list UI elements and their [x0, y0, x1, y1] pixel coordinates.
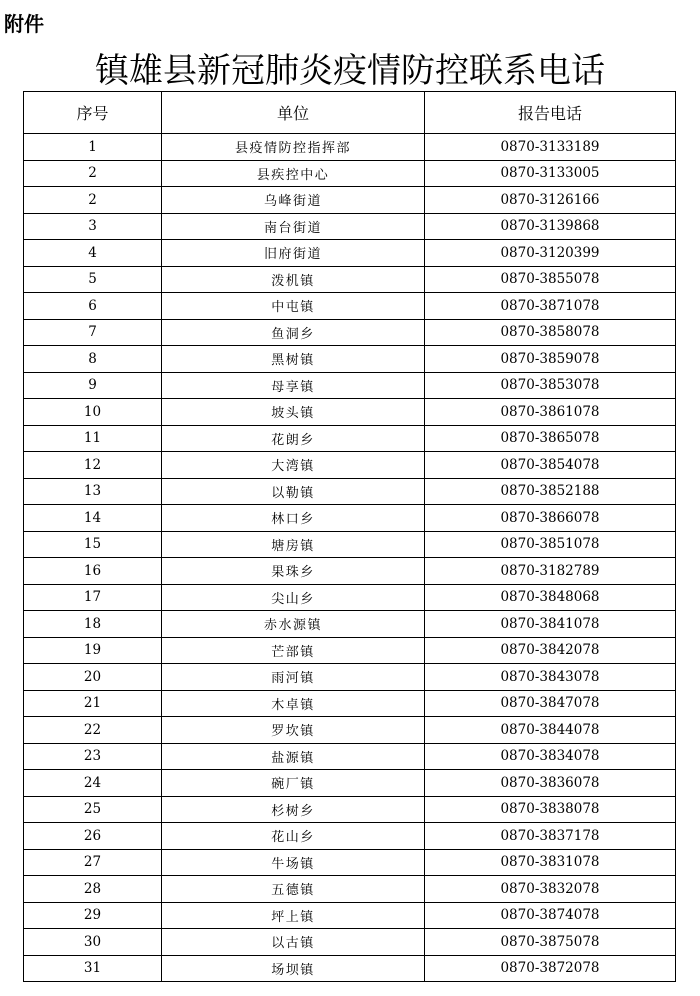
table-row	[24, 876, 676, 903]
unit-name-cell: 果珠乡	[162, 558, 425, 585]
table-row	[24, 346, 676, 373]
table-body	[24, 134, 676, 982]
row-number-cell: 24	[24, 770, 162, 797]
row-number-cell: 27	[24, 849, 162, 876]
unit-name-cell: 芒部镇	[162, 637, 425, 664]
row-number-cell: 30	[24, 929, 162, 956]
table-row	[24, 770, 676, 797]
unit-name-cell: 木卓镇	[162, 690, 425, 717]
phone-number-cell: 0870-3853078	[425, 372, 676, 399]
table-row	[24, 478, 676, 505]
unit-name-cell: 盐源镇	[162, 743, 425, 770]
unit-name-cell: 尖山乡	[162, 584, 425, 611]
phone-number-cell: 0870-3859078	[425, 346, 676, 373]
row-number-cell: 8	[24, 346, 162, 373]
row-number-cell: 10	[24, 399, 162, 426]
phone-number-cell: 0870-3842078	[425, 637, 676, 664]
table-row	[24, 293, 676, 320]
unit-name-cell: 碗厂镇	[162, 770, 425, 797]
phone-number-cell: 0870-3851078	[425, 531, 676, 558]
unit-name-cell: 杉树乡	[162, 796, 425, 823]
unit-name-cell: 花朗乡	[162, 425, 425, 452]
phone-number-cell: 0870-3861078	[425, 399, 676, 426]
row-number-cell: 26	[24, 823, 162, 850]
table-row	[24, 558, 676, 585]
phone-number-cell: 0870-3855078	[425, 266, 676, 293]
row-number-cell: 3	[24, 213, 162, 240]
unit-name-cell: 坡头镇	[162, 399, 425, 426]
table-row	[24, 796, 676, 823]
phone-number-cell: 0870-3848068	[425, 584, 676, 611]
column-header-number: 序号	[24, 92, 162, 134]
row-number-cell: 31	[24, 955, 162, 982]
table-row	[24, 611, 676, 638]
phone-number-cell: 0870-3865078	[425, 425, 676, 452]
attachment-label: 附件	[4, 12, 44, 36]
phone-number-cell: 0870-3831078	[425, 849, 676, 876]
phone-number-cell: 0870-3182789	[425, 558, 676, 585]
table-row	[24, 929, 676, 956]
row-number-cell: 28	[24, 876, 162, 903]
unit-name-cell: 泼机镇	[162, 266, 425, 293]
row-number-cell: 9	[24, 372, 162, 399]
table-row	[24, 240, 676, 267]
row-number-cell: 17	[24, 584, 162, 611]
row-number-cell: 21	[24, 690, 162, 717]
table-row	[24, 690, 676, 717]
table-header	[24, 92, 676, 134]
unit-name-cell: 罗坎镇	[162, 717, 425, 744]
phone-number-cell: 0870-3838078	[425, 796, 676, 823]
unit-name-cell: 县疾控中心	[162, 160, 425, 187]
table-row	[24, 399, 676, 426]
unit-name-cell: 母享镇	[162, 372, 425, 399]
unit-name-cell: 大湾镇	[162, 452, 425, 479]
table-row	[24, 187, 676, 214]
unit-name-cell: 中屯镇	[162, 293, 425, 320]
header-row	[24, 92, 676, 134]
phone-number-cell: 0870-3874078	[425, 902, 676, 929]
row-number-cell: 12	[24, 452, 162, 479]
row-number-cell: 22	[24, 717, 162, 744]
row-number-cell: 1	[24, 134, 162, 161]
table-row	[24, 637, 676, 664]
table-row	[24, 134, 676, 161]
unit-name-cell: 雨河镇	[162, 664, 425, 691]
table-row	[24, 372, 676, 399]
table-row	[24, 584, 676, 611]
table-row	[24, 452, 676, 479]
table-row	[24, 266, 676, 293]
unit-name-cell: 旧府街道	[162, 240, 425, 267]
unit-name-cell: 坪上镇	[162, 902, 425, 929]
phone-number-cell: 0870-3852188	[425, 478, 676, 505]
row-number-cell: 14	[24, 505, 162, 532]
row-number-cell: 18	[24, 611, 162, 638]
row-number-cell: 13	[24, 478, 162, 505]
phone-number-cell: 0870-3841078	[425, 611, 676, 638]
table-row	[24, 425, 676, 452]
table-row	[24, 160, 676, 187]
table-row	[24, 505, 676, 532]
row-number-cell: 15	[24, 531, 162, 558]
unit-name-cell: 塘房镇	[162, 531, 425, 558]
phone-number-cell: 0870-3837178	[425, 823, 676, 850]
phone-number-cell: 0870-3133189	[425, 134, 676, 161]
row-number-cell: 23	[24, 743, 162, 770]
row-number-cell: 2	[24, 187, 162, 214]
phone-number-cell: 0870-3836078	[425, 770, 676, 797]
unit-name-cell: 以古镇	[162, 929, 425, 956]
table-row	[24, 743, 676, 770]
phone-number-cell: 0870-3834078	[425, 743, 676, 770]
phone-number-cell: 0870-3871078	[425, 293, 676, 320]
phone-number-cell: 0870-3120399	[425, 240, 676, 267]
row-number-cell: 29	[24, 902, 162, 929]
phone-number-cell: 0870-3854078	[425, 452, 676, 479]
unit-name-cell: 乌峰街道	[162, 187, 425, 214]
column-header-unit: 单位	[162, 92, 425, 134]
unit-name-cell: 南台街道	[162, 213, 425, 240]
table-row	[24, 213, 676, 240]
row-number-cell: 2	[24, 160, 162, 187]
phone-number-cell: 0870-3139868	[425, 213, 676, 240]
table-row	[24, 823, 676, 850]
phone-number-cell: 0870-3875078	[425, 929, 676, 956]
unit-name-cell: 赤水源镇	[162, 611, 425, 638]
phone-number-cell: 0870-3126166	[425, 187, 676, 214]
table-row	[24, 319, 676, 346]
row-number-cell: 19	[24, 637, 162, 664]
unit-name-cell: 鱼洞乡	[162, 319, 425, 346]
phone-number-cell: 0870-3858078	[425, 319, 676, 346]
phone-number-cell: 0870-3844078	[425, 717, 676, 744]
unit-name-cell: 以勒镇	[162, 478, 425, 505]
contact-table	[23, 91, 676, 982]
row-number-cell: 5	[24, 266, 162, 293]
row-number-cell: 11	[24, 425, 162, 452]
row-number-cell: 20	[24, 664, 162, 691]
column-header-phone: 报告电话	[425, 92, 676, 134]
unit-name-cell: 五德镇	[162, 876, 425, 903]
row-number-cell: 16	[24, 558, 162, 585]
unit-name-cell: 花山乡	[162, 823, 425, 850]
table-row	[24, 955, 676, 982]
phone-number-cell: 0870-3866078	[425, 505, 676, 532]
row-number-cell: 25	[24, 796, 162, 823]
page-title: 镇雄县新冠肺炎疫情防控联系电话	[95, 51, 605, 91]
phone-number-cell: 0870-3832078	[425, 876, 676, 903]
unit-name-cell: 黑树镇	[162, 346, 425, 373]
phone-number-cell: 0870-3843078	[425, 664, 676, 691]
unit-name-cell: 县疫情防控指挥部	[162, 134, 425, 161]
row-number-cell: 4	[24, 240, 162, 267]
table-row	[24, 717, 676, 744]
unit-name-cell: 林口乡	[162, 505, 425, 532]
table-row	[24, 849, 676, 876]
table-row	[24, 902, 676, 929]
phone-number-cell: 0870-3133005	[425, 160, 676, 187]
phone-number-cell: 0870-3847078	[425, 690, 676, 717]
row-number-cell: 7	[24, 319, 162, 346]
table-row	[24, 664, 676, 691]
table-row	[24, 531, 676, 558]
unit-name-cell: 牛场镇	[162, 849, 425, 876]
unit-name-cell: 场坝镇	[162, 955, 425, 982]
row-number-cell: 6	[24, 293, 162, 320]
phone-number-cell: 0870-3872078	[425, 955, 676, 982]
